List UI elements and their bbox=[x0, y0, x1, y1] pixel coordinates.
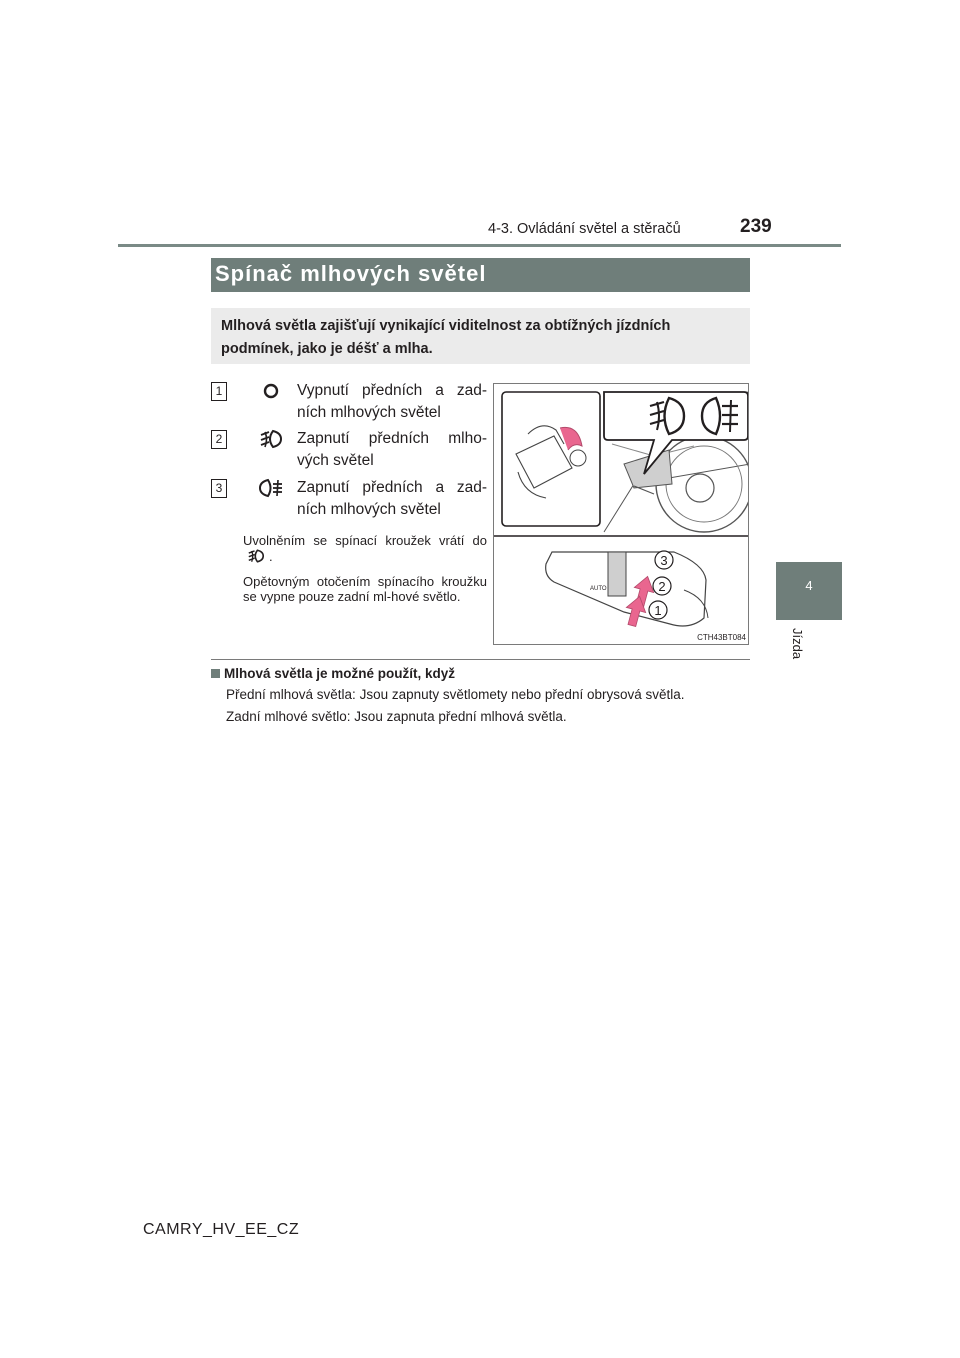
intro-box bbox=[211, 308, 750, 364]
svg-text:1: 1 bbox=[654, 603, 662, 618]
note-text: . bbox=[269, 549, 273, 564]
list-item bbox=[211, 380, 491, 426]
list-item bbox=[211, 428, 491, 474]
chapter-label: Jízda bbox=[790, 628, 805, 660]
chapter-tab bbox=[776, 562, 842, 620]
page-title: Spínač mlhových světel bbox=[215, 261, 487, 286]
illustration bbox=[493, 383, 749, 645]
square-bullet-icon bbox=[211, 669, 220, 678]
callout-2 bbox=[653, 577, 671, 595]
svg-text:2: 2 bbox=[658, 579, 666, 594]
item-number: 1 bbox=[211, 382, 227, 401]
front-fog-icon bbox=[243, 548, 269, 564]
footer-code: CAMRY_HV_EE_CZ bbox=[143, 1221, 300, 1238]
item-text: Zapnutí předních a zad-ních mlhových světel bbox=[297, 479, 487, 518]
fog-off-icon bbox=[253, 380, 289, 402]
subsection-heading bbox=[211, 666, 455, 681]
subsection-heading-text: Mlhová světla je možné použít, když bbox=[224, 666, 456, 681]
intro-text: Mlhová světla zajišťují vynikající viditelnost za obtížných jízdních podmínek, jako je déšť a mlha. bbox=[221, 318, 671, 357]
front-fog-icon bbox=[253, 428, 289, 450]
item-number: 2 bbox=[211, 430, 227, 449]
header-divider bbox=[118, 244, 841, 247]
figure-code: CTH43BT084 bbox=[697, 633, 746, 642]
section-divider bbox=[211, 659, 750, 660]
front-rear-fog-icon bbox=[253, 477, 289, 499]
callout-3 bbox=[655, 551, 673, 569]
chapter-number: 4 bbox=[805, 578, 813, 593]
note-paragraph bbox=[243, 533, 487, 564]
fog-switch-illustration bbox=[494, 384, 749, 645]
section-title: 4-3. Ovládání světel a stěračů bbox=[488, 221, 681, 237]
switch-label: AUTO bbox=[590, 586, 607, 592]
list-item bbox=[211, 477, 491, 523]
callout-1 bbox=[649, 601, 667, 619]
note-text: Uvolněním se spínací kroužek vrátí do bbox=[243, 533, 487, 548]
condition-line: Zadní mlhové světlo: Jsou zapnuta přední mlhová světla. bbox=[226, 709, 567, 724]
page-number: 239 bbox=[740, 216, 772, 237]
item-number: 3 bbox=[211, 479, 227, 498]
item-text: Vypnutí předních a zad-ních mlhových světel bbox=[297, 382, 487, 421]
item-text: Zapnutí předních mlho-vých světel bbox=[297, 430, 487, 469]
chapter-label-wrap bbox=[775, 620, 815, 680]
svg-text:3: 3 bbox=[660, 553, 668, 568]
page-title-bar bbox=[211, 258, 750, 292]
note-text: Opětovným otočením spínacího kroužku se vypne pouze zadní ml-hové světlo. bbox=[243, 574, 487, 604]
condition-line: Přední mlhová světla: Jsou zapnuty světlomety nebo přední obrysová světla. bbox=[226, 687, 685, 702]
